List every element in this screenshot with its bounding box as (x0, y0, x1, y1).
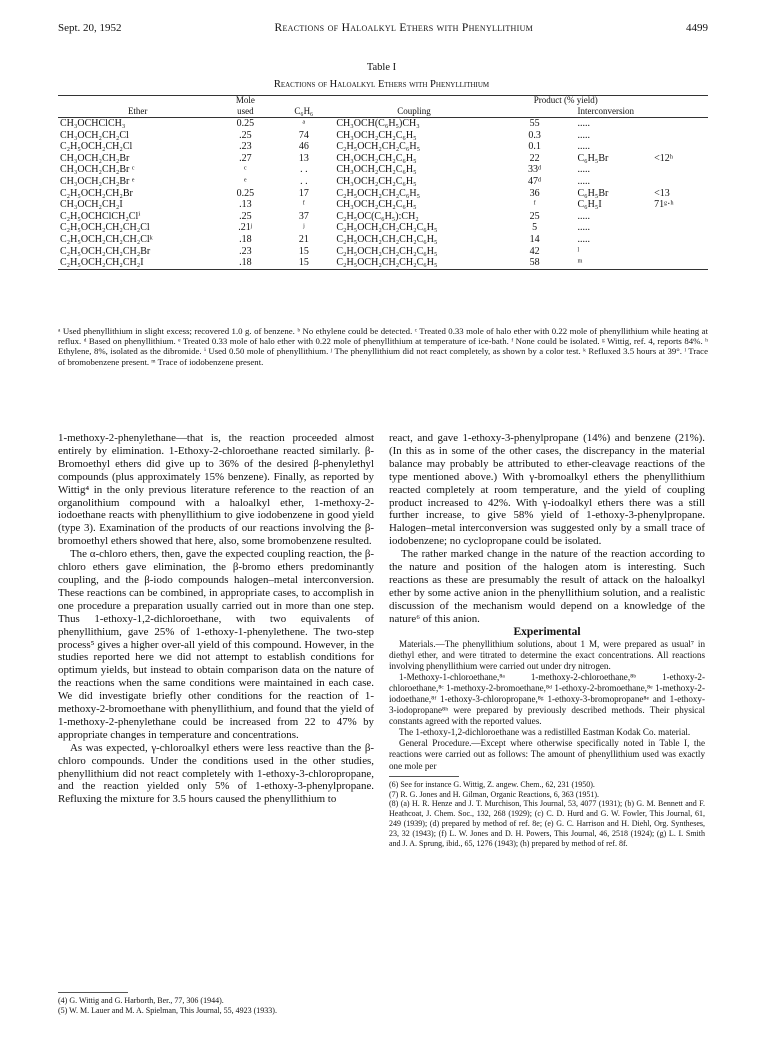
table-cell-ic: C₆H₅Br (577, 152, 609, 164)
mole-header: Mole (217, 96, 273, 107)
table-cell-c6h5: 21 (298, 233, 309, 245)
table-row (58, 141, 708, 153)
paragraph: react, and gave 1-ethoxy-3-phenylpropane (14%) and benzene (21%). (In this as in some of the other cases, the discrepancy in the material balance may probably be attributed to ether-cleavage reactions of the type mentioned above.) With γ-bromoalkyl ethers the phenyllithium reacted completely at room temperature, and the yield of coupling product increased to 42%. With γ-iodoalkyl ethers there was a still further increase, to give 58% yield of 1-ethoxy-3-phenylpropane. Halogen–metal interconversion was suggested only by a small trace of iodobenzene; no cyclopropane could be isolated. (389, 432, 705, 548)
paragraph: General Procedure.—Except where otherwise specifically noted in Table I, the reactions were carried out as follows: The amount of phenyllithium used was exactly one mole per (389, 738, 705, 771)
table-cell-ether: C₂H₅OCH₂CH₂CH₂Clᵏ (60, 233, 153, 245)
table-cell-ic2 (652, 141, 708, 153)
table-cell-ic: ..... (577, 118, 590, 129)
table-row (58, 188, 708, 200)
table-cell-pct: 36 (529, 187, 540, 199)
interconversion-header: Interconversion (576, 107, 709, 118)
table-cell-mole: .18 (239, 233, 252, 245)
table-cell-mole: .21ʲ (238, 222, 253, 234)
table-row (58, 164, 708, 176)
table-cell-coupling: C₂H₅OCH₂CH₂CH₂C₆H₅ (334, 257, 493, 269)
table-row (58, 199, 708, 211)
table-cell-mole: .23 (239, 141, 252, 153)
coupling-header: Coupling (334, 107, 493, 118)
table-cell-ic2 (652, 211, 708, 223)
paragraph: As was expected, γ-chloroalkyl ethers were less reactive than the β-chloro compounds. Under the conditions used in the other studies, phenyllithium did not react completely with 1-ethoxy-3-chloropropane, and the reaction yielded only 5% of 1-ethoxy-3-phenylpropane. Refluxing the mixture for 3.5 hours caused the phenyllithium to (58, 741, 374, 806)
table-cell-ic: ᵐ (576, 257, 653, 269)
table-footnotes: ᵃ Used phenyllithium in slight excess; recovered 1.0 g. of benzene. ᵇ No ethylene could be detected. ᶜ Treated 0.33 mole of halo ether with 0.22 mole of phenyllithium while heating at reflux. ᵈ Based on phenyllithium. ᵉ Treated 0.33 mole of halo ether with 0.22 mole of phenyllithium at temperature of ice-bath. ᶠ None could be isolated. ᵍ Wittig, ref. 4, reports 84%. ʰ Ethylene, 8%, isolated as the dibromide. ⁱ Used 0.50 mole of phenyllithium. ʲ The phenyllithium did not react completely, as shown by a color test. ᵏ Refluxed 3.5 hours at 39°. ˡ Trace of bromobenzene present. ᵐ Trace of iodobenzene present. (58, 326, 708, 367)
used-header: used (217, 107, 273, 118)
table-cell-ether: CH₃OCH₂CH₂Br ᵉ (60, 175, 135, 187)
table-cell-ic: ˡ (577, 245, 580, 257)
table-cell-c6h5: 17 (298, 187, 309, 199)
table-cell-pct: 25 (529, 210, 540, 222)
reference-divider (58, 992, 128, 993)
table-cell-mole: ᶜ (244, 164, 247, 176)
table-cell-pct: 0.3 (528, 129, 541, 141)
reference: (8) (a) H. R. Henze and J. T. Murchison, This Journal, 53, 4077 (1931); (b) G. M. Bennett and F. Heathcoat, J. Chem. Soc., 132, 268 (1929); (c) C. D. Hurd and G. W. Fowler, This Journal, 61, 249 (1939); (d) prepared by method of ref. 8e; (e) G. C. Harrison and H. Diehl, Org. Syntheses, 23, 32 (1943); (f) L. W. Jones and D. H. Powers, This Journal, 46, 2518 (1924); (g) L. I. Smith and J. A. Sprung, ibid., 65, 1276 (1943); (h) prepared by method of ref. 8f. (389, 799, 705, 849)
experimental-heading: Experimental (513, 625, 581, 638)
table-cell-c6h5: 15 (298, 245, 309, 257)
left-column (58, 432, 374, 806)
table-row (58, 234, 708, 246)
table-cell-ether: C₂H₅OCH₂CH₂CH₂I (58, 257, 217, 269)
table-cell-c6h5: 13 (298, 152, 309, 164)
table-cell-ic: C₆H₅Br (577, 187, 609, 199)
table-title: Reactions of Haloalkyl Ethers with Phenyllithium (273, 79, 490, 90)
paragraph: The α-chloro ethers, then, gave the expected coupling reaction, the β-chloro ethers gave elimination, the β-bromo ethers predominantly coupling, and the β-iodo compounds halogen–metal interconversion. These reactions can be combined, in appropriate cases, to accomplish in one procedure a preparation usually carried out in more than one step. Thus 1-ethoxy-1,2-dichloroethane, with two equivalents of phenyllithium, gave 25% of 1-ethoxy-1-phenylethene. The two-step process⁵ gives a higher over-all yield of this compound. However, in the studies reported here we did not attempt to establish conditions for optimum yields, but instead to obtain comparison data on the nature of the reactions when the same conditions were maintained in each case. We did investigate briefly other conditions for the reaction of 1-methoxy-2-bromoethane with phenyllithium, and found that the yield of 1-methoxy-2-phenylethane could be increased from 22 to 47% by appropriate changes in temperature and concentrations. (58, 548, 374, 741)
table-cell-ic2 (652, 164, 708, 176)
table-cell-ic2 (652, 257, 708, 269)
table-label: Table I (366, 62, 397, 73)
paragraph: 1-methoxy-2-phenylethane—that is, the reaction proceeded almost entirely by elimination. 1-Ethoxy-2-chloroethane reacted similarly. β-Bromoethyl ethers did give up to 36% of the desired β-phenylethyl compounds (plus approximately 15% benzene). Finally, as reported by Wittig⁴ in the only previous literature reference to the reaction of an organolithium compound with a haloalkyl ether, 1-methoxy-2-iodoethane reacts with phenyllithium to give iodobenzene in good yield (type 3). Examination of the products of our reactions involving the β-bromoethyl ethers showed that here, also, some bromobenzene resulted. (58, 432, 374, 548)
table-cell-ic2: 71ᵍ·ʰ (654, 199, 674, 211)
table-cell-c6h5: 74 (298, 129, 309, 141)
table-cell-coupling: CH₃OCH₂CH₂C₆H₅ (336, 175, 417, 187)
table-cell-ic2: <13 (654, 187, 670, 199)
table-cell-mole: 0.25 (236, 118, 255, 129)
table-cell-c6h5: 46 (298, 141, 309, 153)
table-cell-pct: 0.1 (528, 141, 541, 153)
reference: (6) See for instance G. Wittig, Z. angew. Chem., 62, 231 (1950). (389, 779, 595, 789)
table-cell-ic: ..... (577, 222, 590, 234)
table-cell-pct: 33ᵈ (528, 164, 542, 176)
reference: (7) R. G. Jones and H. Gilman, Organic Reactions, 6, 363 (1951). (389, 789, 600, 799)
table-cell-pct: 5 (532, 222, 538, 234)
table-cell-c6h5: ᵃ (302, 118, 306, 129)
table-cell-coupling: C₂H₅OCH₂CH₂C₆H₅ (336, 187, 421, 199)
page-header (58, 22, 708, 34)
reference: (5) W. M. Lauer and M. A. Spielman, This Journal, 55, 4923 (1933). (58, 1005, 277, 1015)
table-cell-ether: C₂H₅OCH₂CH₂CH₂Cl (60, 222, 150, 234)
table-cell-ic: ..... (577, 164, 590, 176)
table-cell-ether: C₂H₅OCH₂CH₂Cl (60, 141, 133, 153)
table-row (58, 222, 708, 234)
right-references (389, 776, 705, 849)
right-column (389, 432, 705, 849)
table-cell-mole: ᵉ (244, 175, 247, 187)
table-cell-mole: 0.25 (236, 187, 255, 199)
benzene-header: C₆H₆ (273, 107, 334, 118)
table-cell-ether: C₂H₅OCH₂CH₂Br (60, 187, 133, 199)
table-cell-ether: C₂H₅OCH₂CH₂CH₂Br (60, 245, 151, 257)
table-cell-pct: 55 (529, 118, 540, 129)
table-cell-c6h5: . . (300, 175, 308, 187)
table-cell-ether: CH₃OCH₂CH₂Br ᶜ (60, 164, 135, 176)
table-cell-coupling: C₂H₅OCH₂CH₂C₆H₅ (336, 141, 421, 153)
table-cell-pct: 22 (529, 152, 540, 164)
table-cell-c6h5: 15 (273, 257, 334, 269)
table-cell-c6h5: 37 (298, 210, 309, 222)
table-cell-ether: CH₃OCH₂CH₂I (60, 199, 123, 211)
table-row (58, 130, 708, 142)
table-cell-coupling: C₂H₅OCH₂CH₂CH₂C₆H₅ (336, 233, 438, 245)
header-title: Reactions of Haloalkyl Ethers with Phenyllithium (274, 22, 534, 34)
table-cell-coupling: C₂H₅OC(C₆H₅):CH₂ (336, 210, 419, 222)
experimental-section (389, 639, 705, 772)
table-cell-mole: .23 (239, 245, 252, 257)
table-cell-mole: .13 (239, 199, 252, 211)
table-cell-ic2 (652, 176, 708, 188)
table-cell-ether: CH₃OCH₂CH₂Cl (60, 129, 129, 141)
table-cell-ic2 (652, 222, 708, 234)
table-cell-mole: .18 (217, 257, 273, 269)
left-references (58, 988, 374, 1016)
table-cell-coupling: CH₃OCH₂CH₂C₆H₅ (336, 129, 417, 141)
table-row (58, 246, 708, 258)
table-cell-c6h5: ᶠ (302, 199, 305, 211)
table-cell-coupling: CH₃OCH₂CH₂C₆H₅ (336, 152, 417, 164)
paragraph: 1-Methoxy-1-chloroethane,⁸ᵃ 1-methoxy-2-chloroethane,⁸ᵇ 1-ethoxy-2-chloroethane,⁸ᶜ 1-methoxy-2-bromoethane,⁸ᵈ 1-ethoxy-2-bromoethane,⁸ᵉ 1-methoxy-2-iodoethane,⁸ᶠ 1-ethoxy-3-chloropropane,⁸ᵍ 1-ethoxy-3-bromopropane⁸ᵉ and 1-ethoxy-3-iodopropane⁸ʰ were prepared by previously described methods. Their physical constants agreed with the reported values. (389, 671, 705, 727)
paragraph: The rather marked change in the nature of the reaction according to the nature and position of the halogen atom is interesting. Such reactions as these are presumably the result of attack on the haloalkyl ether by some active anion in the phenyllithium solution, and a realistic discussion of the mechanism would depend on a knowledge of the nature⁶ of this anion. (389, 548, 705, 625)
table-cell-coupling: CH₃OCH₂CH₂C₆H₅ (336, 199, 417, 211)
page-number: 4499 (686, 22, 708, 34)
table-cell-mole: .25 (239, 129, 252, 141)
reference-divider (389, 776, 459, 777)
paragraph: The 1-ethoxy-1,2-dichloroethane was a redistilled Eastman Kodak Co. material. (399, 727, 691, 738)
table-cell-ic: C₆H₅I (577, 199, 602, 211)
table-cell-pct: ᶠ (533, 199, 536, 211)
table-cell-coupling: CH₃OCH(C₆H₅)CH₃ (336, 118, 420, 129)
table-row (58, 176, 708, 188)
product-header: Product (% yield) (494, 96, 708, 107)
table-cell-ether: C₂H₅OCHClCH₂Clⁱ (60, 210, 141, 222)
table-row (58, 118, 708, 130)
table-cell-pct: 58 (494, 257, 576, 269)
paragraph: Materials.—The phenyllithium solutions, about 1 M, were prepared as usual⁷ in diethyl ether, and were titrated to determine the exact concentrations. All reactions involving phenyllithium were carried out under dry nitrogen. (389, 638, 705, 671)
table-cell-pct: 42 (529, 245, 540, 257)
table-cell-ic: ..... (577, 210, 590, 222)
table-cell-ic: ..... (577, 129, 590, 141)
table-cell-ic: ..... (577, 141, 590, 153)
table-cell-ic: ..... (577, 175, 590, 187)
ether-header: Ether (58, 107, 217, 118)
table-cell-ic2 (652, 246, 708, 258)
table-cell-ic2: <12ʰ (654, 152, 673, 164)
table-cell-ic: ..... (577, 233, 590, 245)
table-cell-ether: CH₃OCHClCH₃ (60, 118, 126, 129)
table-cell-ether: CH₃OCH₂CH₂Br (60, 152, 130, 164)
table-row (58, 153, 708, 165)
results-table (58, 95, 708, 270)
table-row (58, 257, 708, 269)
table-cell-mole: .27 (239, 152, 252, 164)
table-row (58, 211, 708, 223)
table-cell-coupling: CH₃OCH₂CH₂C₆H₅ (336, 164, 417, 176)
reference: (4) G. Wittig and G. Harborth, Ber., 77, 306 (1944). (58, 996, 224, 1005)
table-cell-ic2 (652, 130, 708, 142)
table-cell-coupling: C₂H₅OCH₂CH₂CH₂C₆H₅ (336, 245, 438, 257)
table-cell-mole: .25 (239, 210, 252, 222)
table-cell-pct: 47ᵈ (528, 175, 542, 187)
table-cell-ic2 (652, 234, 708, 246)
table-cell-coupling: C₂H₅OCH₂CH₂CH₂C₆H₅ (336, 222, 438, 234)
table-cell-pct: 14 (529, 233, 540, 245)
table-cell-c6h5: ʲ (303, 222, 305, 234)
table-cell-c6h5: . . (300, 164, 308, 176)
header-date: Sept. 20, 1952 (58, 22, 122, 34)
table-cell-ic2 (652, 118, 708, 130)
